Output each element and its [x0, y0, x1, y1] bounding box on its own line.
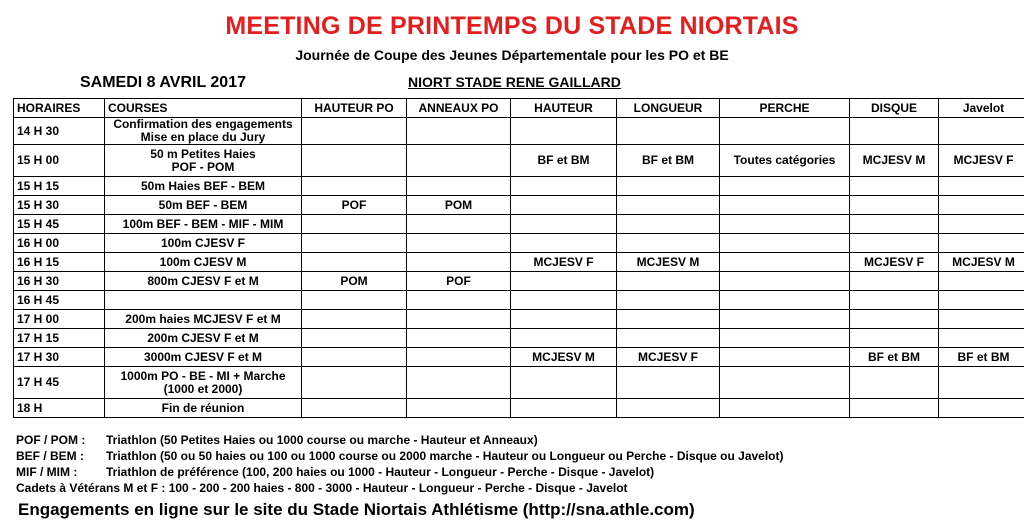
anneaux-po-cell [407, 399, 511, 418]
time-cell: 14 H 30 [14, 118, 105, 145]
disque-cell: MCJESV F [850, 253, 939, 272]
table-row [14, 310, 1024, 329]
hauteur-cell: MCJESV F [511, 253, 617, 272]
col-header-horaires: HORAIRES [14, 99, 105, 118]
legend [16, 432, 784, 496]
perche-cell: Toutes catégories [720, 145, 850, 177]
table-row [14, 329, 1024, 348]
longueur-cell [617, 196, 720, 215]
disque-cell [850, 329, 939, 348]
page-subtitle: Journée de Coupe des Jeunes Départementale pour les PO et BE [295, 47, 729, 63]
disque-cell [850, 196, 939, 215]
time-cell: 15 H 15 [14, 177, 105, 196]
javelot-cell [939, 118, 1024, 145]
table-row [14, 177, 1024, 196]
hauteur-po-cell [302, 234, 407, 253]
schedule-table [13, 98, 1024, 418]
javelot-cell: BF et BM [939, 348, 1024, 367]
table-row [14, 215, 1024, 234]
perche-cell [720, 177, 850, 196]
legend-key: MIF / MIM : [16, 465, 78, 479]
time-cell: 16 H 00 [14, 234, 105, 253]
time-cell: 17 H 30 [14, 348, 105, 367]
hauteur-po-cell [302, 177, 407, 196]
legend-text: Cadets à Vétérans M et F : 100 - 200 - 200 haies - 800 - 3000 - Hauteur - Longueur - Perche - Disque - Javelot [16, 481, 628, 495]
hauteur-po-cell [302, 253, 407, 272]
time-cell: 15 H 30 [14, 196, 105, 215]
hauteur-po-cell [302, 118, 407, 145]
hauteur-cell [511, 272, 617, 291]
hauteur-cell: MCJESV M [511, 348, 617, 367]
legend-row [16, 480, 784, 496]
col-header-hauteur: HAUTEUR [511, 99, 617, 118]
longueur-cell [617, 177, 720, 196]
hauteur-cell [511, 291, 617, 310]
hauteur-cell [511, 215, 617, 234]
longueur-cell: BF et BM [617, 145, 720, 177]
table-row [14, 253, 1024, 272]
perche-cell [720, 329, 850, 348]
table-row [14, 145, 1024, 177]
longueur-cell: MCJESV F [617, 348, 720, 367]
anneaux-po-cell [407, 310, 511, 329]
hauteur-cell [511, 177, 617, 196]
hauteur-cell: BF et BM [511, 145, 617, 177]
perche-cell [720, 234, 850, 253]
legend-key: BEF / BEM : [16, 449, 84, 463]
course-cell: 50m Haies BEF - BEM [105, 177, 302, 196]
javelot-cell: MCJESV F [939, 145, 1024, 177]
col-header-javelot: Javelot [939, 99, 1024, 118]
perche-cell [720, 310, 850, 329]
anneaux-po-cell [407, 118, 511, 145]
perche-cell [720, 399, 850, 418]
table-row [14, 291, 1024, 310]
col-header-anneaux-po: ANNEAUX PO [407, 99, 511, 118]
course-cell: 100m CJESV F [105, 234, 302, 253]
hauteur-po-cell [302, 367, 407, 399]
table-row [14, 234, 1024, 253]
disque-cell [850, 367, 939, 399]
longueur-cell [617, 399, 720, 418]
disque-cell [850, 234, 939, 253]
longueur-cell [617, 329, 720, 348]
anneaux-po-cell [407, 348, 511, 367]
hauteur-po-cell [302, 329, 407, 348]
anneaux-po-cell [407, 329, 511, 348]
disque-cell [850, 272, 939, 291]
hauteur-po-cell [302, 291, 407, 310]
javelot-cell [939, 399, 1024, 418]
table-row [14, 118, 1024, 145]
table-row [14, 367, 1024, 399]
course-cell: Confirmation des engagements Mise en place du Jury [105, 118, 302, 145]
hauteur-cell [511, 196, 617, 215]
javelot-cell [939, 272, 1024, 291]
course-cell: 50 m Petites Haies POF - POM [105, 145, 302, 177]
course-cell: 200m haies MCJESV F et M [105, 310, 302, 329]
course-cell: 200m CJESV F et M [105, 329, 302, 348]
anneaux-po-cell [407, 291, 511, 310]
anneaux-po-cell: POM [407, 196, 511, 215]
perche-cell [720, 272, 850, 291]
hauteur-cell [511, 234, 617, 253]
col-header-courses: COURSES [105, 99, 302, 118]
hauteur-po-cell [302, 399, 407, 418]
longueur-cell [617, 215, 720, 234]
course-cell: 800m CJESV F et M [105, 272, 302, 291]
hauteur-po-cell: POM [302, 272, 407, 291]
legend-row [16, 464, 784, 480]
table-row [14, 196, 1024, 215]
hauteur-po-cell [302, 348, 407, 367]
longueur-cell [617, 234, 720, 253]
perche-cell [720, 291, 850, 310]
course-cell: 100m BEF - BEM - MIF - MIM [105, 215, 302, 234]
hauteur-cell [511, 118, 617, 145]
hauteur-po-cell [302, 310, 407, 329]
course-cell [105, 291, 302, 310]
hauteur-po-cell [302, 145, 407, 177]
javelot-cell [939, 367, 1024, 399]
disque-cell [850, 291, 939, 310]
longueur-cell [617, 118, 720, 145]
col-header-hauteur-po: HAUTEUR PO [302, 99, 407, 118]
anneaux-po-cell: POF [407, 272, 511, 291]
hauteur-cell [511, 367, 617, 399]
time-cell: 16 H 15 [14, 253, 105, 272]
longueur-cell: MCJESV M [617, 253, 720, 272]
time-cell: 15 H 45 [14, 215, 105, 234]
disque-cell [850, 215, 939, 234]
legend-text: Triathlon (50 ou 50 haies ou 100 ou 1000 course ou 2000 marche - Hauteur ou Longueur ou Perche - Disque ou Javelot) [106, 449, 784, 463]
course-cell: 100m CJESV M [105, 253, 302, 272]
hauteur-cell [511, 329, 617, 348]
javelot-cell [939, 177, 1024, 196]
perche-cell [720, 118, 850, 145]
disque-cell: BF et BM [850, 348, 939, 367]
legend-row [16, 432, 784, 448]
page-title: MEETING DE PRINTEMPS DU STADE NIORTAIS [225, 12, 799, 40]
javelot-cell: MCJESV M [939, 253, 1024, 272]
disque-cell [850, 310, 939, 329]
perche-cell [720, 253, 850, 272]
perche-cell [720, 367, 850, 399]
javelot-cell [939, 215, 1024, 234]
table-row [14, 348, 1024, 367]
time-cell: 16 H 45 [14, 291, 105, 310]
javelot-cell [939, 291, 1024, 310]
longueur-cell [617, 291, 720, 310]
longueur-cell [617, 272, 720, 291]
hauteur-cell [511, 310, 617, 329]
time-cell: 17 H 00 [14, 310, 105, 329]
javelot-cell [939, 310, 1024, 329]
javelot-cell [939, 234, 1024, 253]
time-cell: 15 H 00 [14, 145, 105, 177]
hauteur-po-cell [302, 215, 407, 234]
event-venue: NIORT STADE RENE GAILLARD [408, 74, 621, 90]
longueur-cell [617, 367, 720, 399]
header-row [14, 99, 1024, 118]
longueur-cell [617, 310, 720, 329]
col-header-perche: PERCHE [720, 99, 850, 118]
legend-text: Triathlon de préférence (100, 200 haies ou 1000 - Hauteur - Longueur - Perche - Disque - Javelot) [106, 465, 655, 479]
legend-key: POF / POM : [16, 433, 86, 447]
col-header-longueur: LONGUEUR [617, 99, 720, 118]
disque-cell [850, 177, 939, 196]
time-cell: 17 H 15 [14, 329, 105, 348]
perche-cell [720, 196, 850, 215]
javelot-cell [939, 329, 1024, 348]
time-cell: 18 H [14, 399, 105, 418]
registration-footer: Engagements en ligne sur le site du Stade Niortais Athlétisme (http://sna.athle.com) [18, 500, 695, 519]
time-cell: 17 H 45 [14, 367, 105, 399]
disque-cell: MCJESV M [850, 145, 939, 177]
hauteur-cell [511, 399, 617, 418]
anneaux-po-cell [407, 234, 511, 253]
anneaux-po-cell [407, 253, 511, 272]
disque-cell [850, 399, 939, 418]
course-cell: 3000m CJESV F et M [105, 348, 302, 367]
course-cell: 1000m PO - BE - MI + Marche (1000 et 2000) [105, 367, 302, 399]
disque-cell [850, 118, 939, 145]
table-row [14, 399, 1024, 418]
anneaux-po-cell [407, 177, 511, 196]
perche-cell [720, 348, 850, 367]
course-cell: Fin de réunion [105, 399, 302, 418]
legend-row [16, 448, 784, 464]
col-header-disque: DISQUE [850, 99, 939, 118]
anneaux-po-cell [407, 145, 511, 177]
legend-text: Triathlon (50 Petites Haies ou 1000 course ou marche - Hauteur et Anneaux) [106, 433, 538, 447]
course-cell: 50m BEF - BEM [105, 196, 302, 215]
anneaux-po-cell [407, 367, 511, 399]
event-date: SAMEDI 8 AVRIL 2017 [80, 74, 246, 91]
javelot-cell [939, 196, 1024, 215]
perche-cell [720, 215, 850, 234]
table-row [14, 272, 1024, 291]
time-cell: 16 H 30 [14, 272, 105, 291]
anneaux-po-cell [407, 215, 511, 234]
hauteur-po-cell: POF [302, 196, 407, 215]
